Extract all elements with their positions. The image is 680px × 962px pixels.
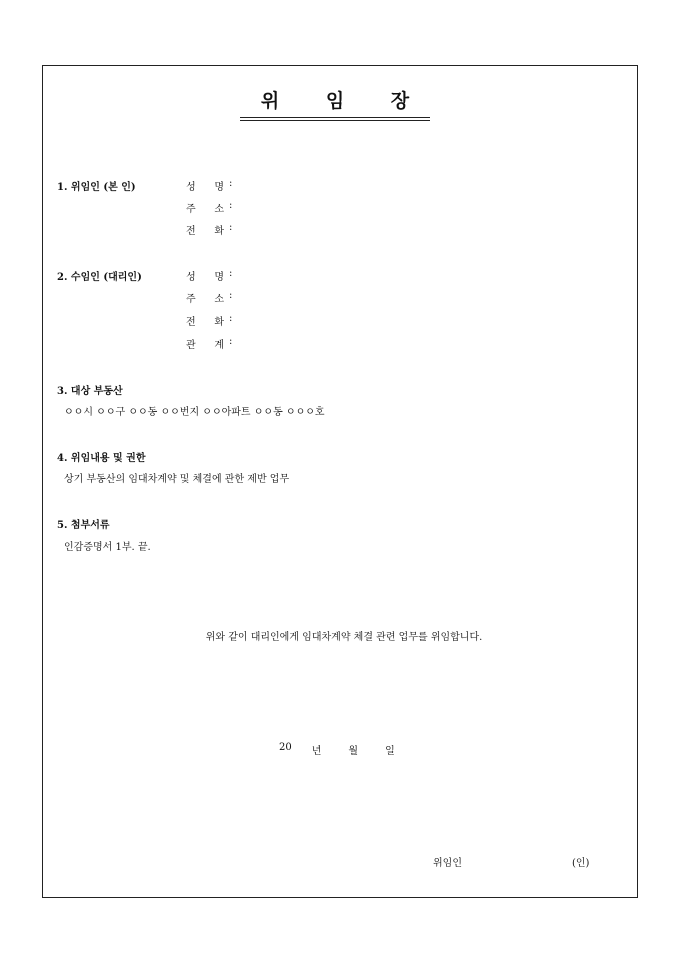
agent-relation-label: 관 계: [186, 340, 224, 351]
principal-name-label: 성 명: [186, 182, 224, 193]
date-month-unit: 월: [348, 746, 359, 757]
date-day-unit: 일: [385, 746, 395, 757]
signature-label: 위임인: [433, 858, 462, 869]
title-char-3: 장: [390, 90, 410, 112]
principal-phone-label: 전 화: [186, 226, 224, 237]
date-year-prefix: 20: [279, 742, 292, 753]
scope-heading: 4. 위임내용 및 권한: [57, 453, 146, 464]
title-underline-top: [240, 117, 430, 118]
property-text: ㅇㅇ시 ㅇㅇ구 ㅇㅇ동 ㅇㅇ번지 ㅇㅇ아파트 ㅇㅇ동 ㅇㅇㅇ호: [64, 407, 325, 418]
agent-heading: 2. 수임인 (대리인): [57, 272, 142, 283]
attachments-text: 인감증명서 1부. 끝.: [64, 542, 151, 553]
agent-name-colon: :: [229, 268, 233, 279]
title-char-1: 위: [260, 90, 280, 112]
agent-name-label: 성 명: [186, 272, 224, 283]
document-title: [240, 86, 430, 113]
date-year-unit: 년: [311, 746, 322, 757]
principal-address-colon: :: [229, 200, 233, 211]
agent-address-colon: :: [229, 290, 233, 301]
seal-mark: (인): [572, 858, 590, 869]
delegation-statement: 위와 같이 대리인에게 임대차계약 체결 관련 업무를 위임합니다.: [205, 632, 483, 643]
agent-address-label: 주 소: [186, 294, 224, 305]
agent-relation-colon: :: [229, 336, 233, 347]
title-underline-bottom: [240, 120, 430, 121]
agent-phone-colon: :: [229, 313, 233, 324]
principal-heading: 1. 위임인 (본 인): [57, 182, 136, 193]
principal-address-label: 주 소: [186, 204, 224, 215]
principal-name-colon: :: [229, 178, 233, 189]
attachments-heading: 5. 첨부서류: [57, 520, 110, 531]
date-line: [279, 742, 395, 757]
agent-phone-label: 전 화: [186, 317, 224, 328]
principal-phone-colon: :: [229, 222, 233, 233]
title-char-2: 임: [325, 90, 345, 112]
property-heading: 3. 대상 부동산: [57, 386, 123, 397]
scope-text: 상기 부동산의 임대차계약 및 체결에 관한 제반 업무: [64, 474, 290, 485]
